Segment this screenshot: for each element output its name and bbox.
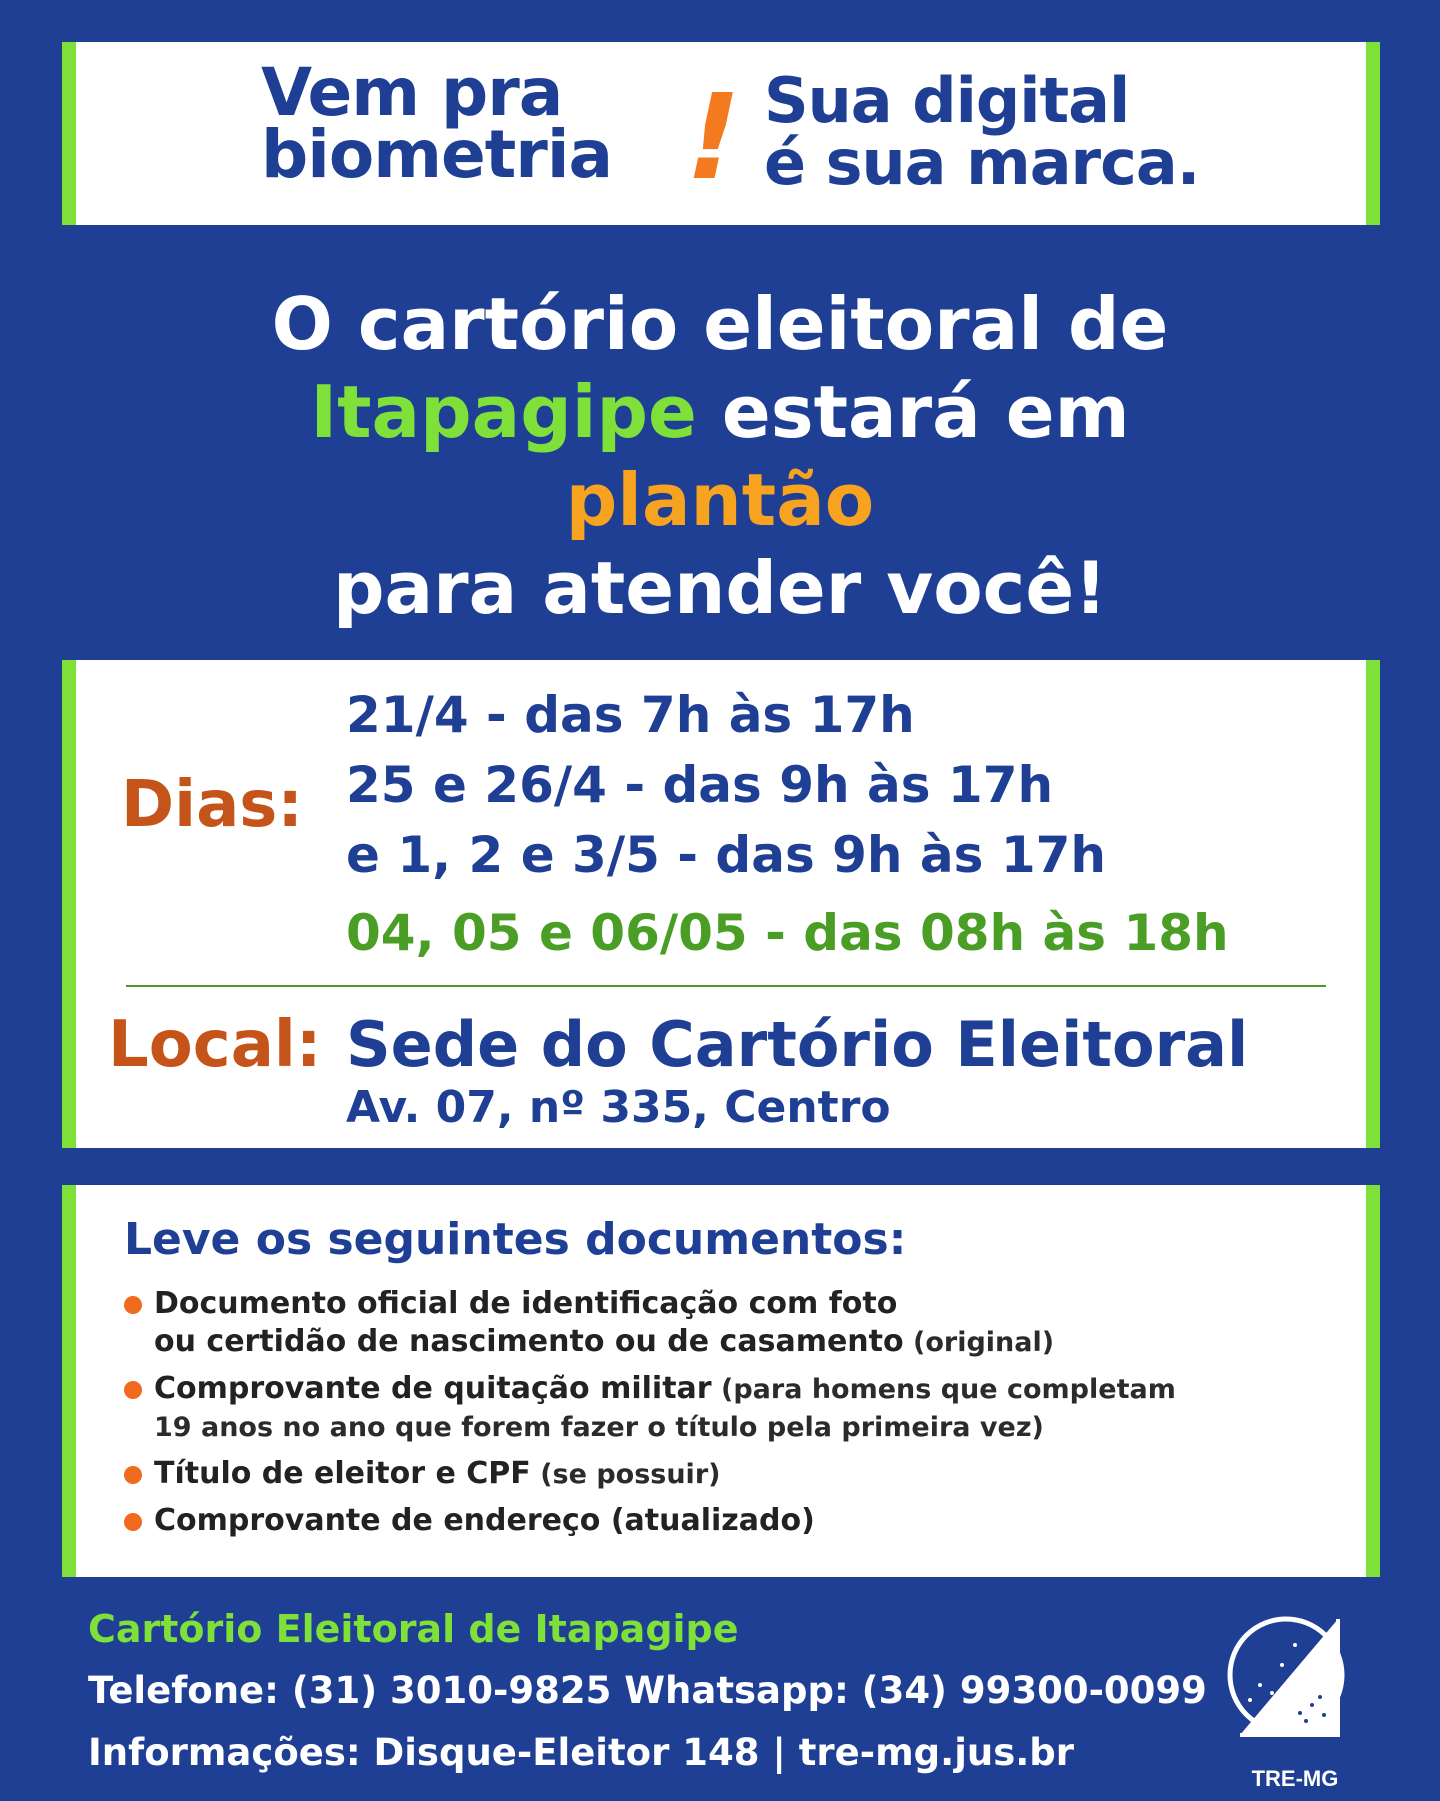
- bullet-icon: [124, 1466, 142, 1484]
- headline-plantao: plantão: [565, 458, 875, 542]
- local-label: Local:: [108, 1008, 322, 1082]
- date-line-2: 25 e 26/4 - das 9h às 17h: [346, 756, 1054, 814]
- bullet-icon: [124, 1381, 142, 1399]
- document-item-text: Título de eleitor e CPF: [154, 1456, 531, 1491]
- documents-title: Leve os seguintes documentos:: [124, 1214, 907, 1265]
- slogan-left-line2: biometria: [261, 116, 613, 193]
- schedule-box: [62, 660, 1380, 1148]
- headline-line2: [0, 368, 1440, 456]
- documents-list: [124, 1285, 1176, 1548]
- slogan-right-line2: é sua marca.: [764, 126, 1200, 199]
- document-item-text: ou certidão de nascimento ou de casamento: [154, 1324, 904, 1359]
- document-item-text: Comprovante de quitação militar: [154, 1371, 712, 1406]
- dias-label: Dias:: [121, 768, 303, 842]
- document-item: [124, 1455, 1176, 1494]
- divider: [126, 985, 1326, 987]
- document-item-note: 19 anos no ano que forem fazer o título pela primeira vez): [154, 1412, 1044, 1443]
- date-line-4: 04, 05 e 06/05 - das 08h às 18h: [346, 904, 1229, 962]
- slogan-right: [764, 64, 1200, 199]
- tre-mg-logo-icon: [1220, 1605, 1368, 1785]
- headline-city: Itapagipe: [310, 370, 697, 454]
- footer-info: Informações: Disque-Eleitor 148 | tre-mg.jus.br: [88, 1731, 1075, 1774]
- document-item: [124, 1370, 1176, 1447]
- headline: [0, 280, 1440, 632]
- local-address: Av. 07, nº 335, Centro: [346, 1082, 891, 1133]
- headline-line1: O cartório eleitoral de: [271, 282, 1169, 366]
- footer-phone: Telefone: (31) 3010-9825 Whatsapp: (34) 99300-0099: [88, 1669, 1207, 1712]
- headline-line2-rest: estará em: [696, 370, 1130, 454]
- document-item: [124, 1502, 1176, 1540]
- slogan-left-line1: Vem pra: [261, 54, 563, 131]
- document-item-note: (se possuir): [530, 1459, 721, 1490]
- date-line-3: e 1, 2 e 3/5 - das 9h às 17h: [346, 826, 1107, 884]
- headline-line4: para atender você!: [332, 546, 1108, 630]
- document-item-line: [154, 1370, 1176, 1409]
- document-item-line: [154, 1323, 1176, 1362]
- slogan-left: [261, 54, 613, 193]
- slogan-right-line1: Sua digital: [764, 64, 1130, 137]
- document-item-note: (para homens que completam: [711, 1374, 1176, 1405]
- document-item-line: Comprovante de endereço (atualizado): [154, 1503, 815, 1538]
- document-item-line: [154, 1455, 1176, 1494]
- document-item: [124, 1285, 1176, 1362]
- exclamation-mark: !: [671, 68, 755, 206]
- logo-text: TRE-MG: [1251, 1766, 1339, 1791]
- local-name: Sede do Cartório Eleitoral: [346, 1008, 1249, 1081]
- bullet-icon: [124, 1513, 142, 1531]
- document-item-note: (original): [903, 1327, 1055, 1358]
- documents-box: [62, 1185, 1380, 1577]
- date-line-1: 21/4 - das 7h às 17h: [346, 686, 915, 744]
- document-item-line: Documento oficial de identificação com foto: [154, 1286, 898, 1321]
- footer-title: Cartório Eleitoral de Itapagipe: [88, 1607, 739, 1651]
- bullet-icon: [124, 1296, 142, 1314]
- slogan-box: [62, 42, 1380, 225]
